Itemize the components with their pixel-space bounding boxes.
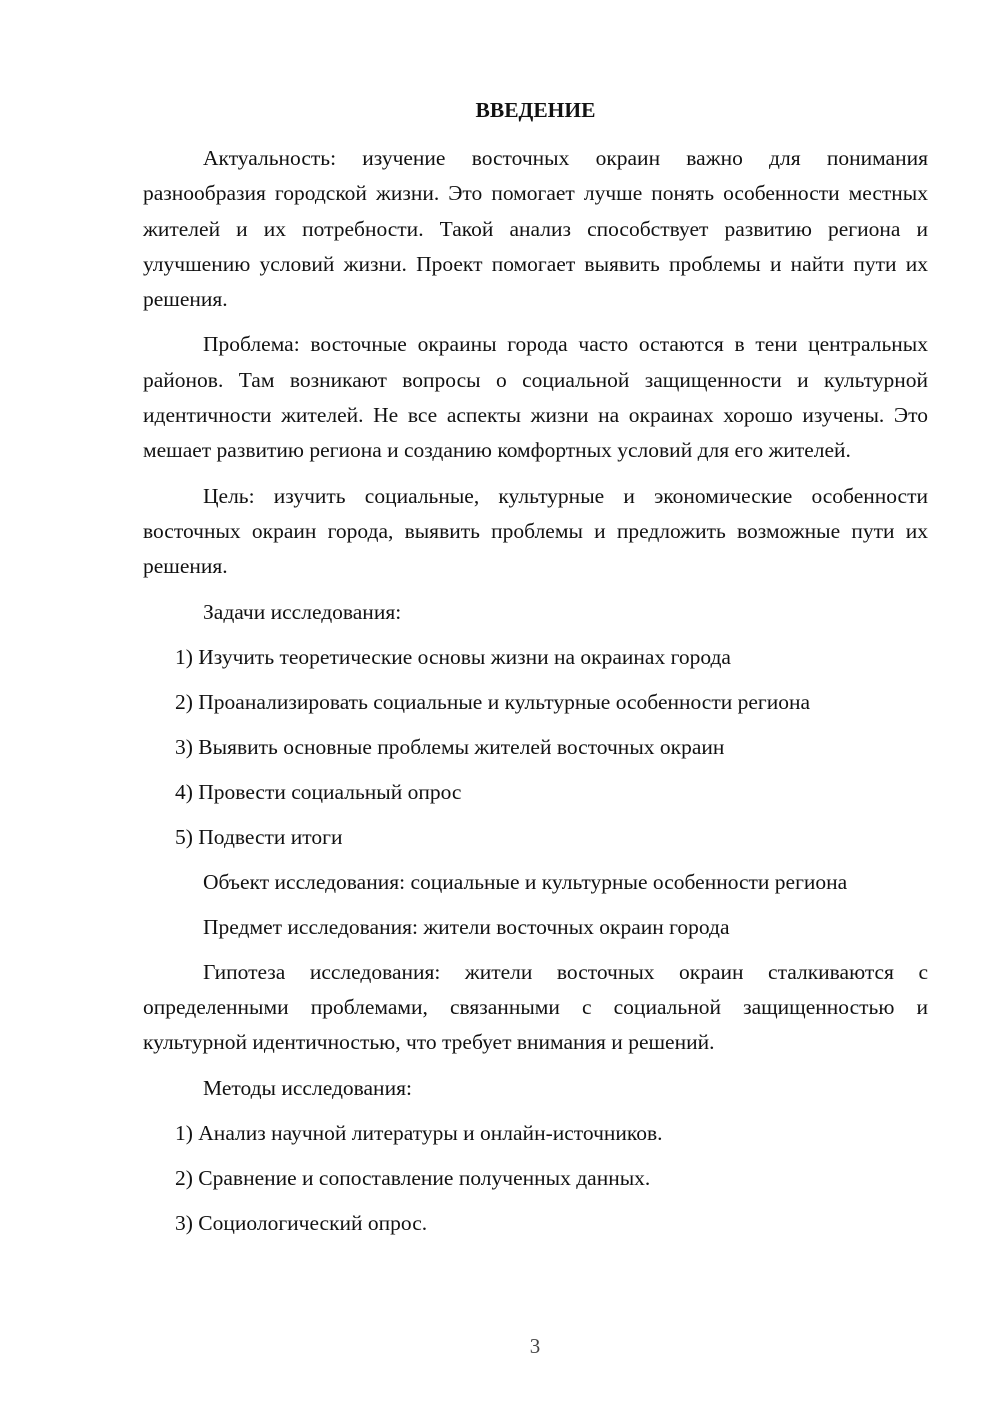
list-item: 3) Выявить основные проблемы жителей восточных окраин (175, 734, 725, 759)
subject-paragraph: Предмет исследования: жители восточных окраин города (203, 914, 730, 939)
list-item: 1) Анализ научной литературы и онлайн-источников. (175, 1120, 663, 1145)
relevance-paragraph: Актуальность: изучение восточных окраин важно для понимания разнообразия городской жизни. Это помогает лучше понять особенности местных жителей и их потребности. Такой анализ способствует развитию региона и улучшению условий жизни. Проект помогает выявить проблемы и найти пути их решения. (143, 146, 928, 312)
tasks-heading: Задачи исследования: (203, 599, 402, 624)
page-number: 3 (529, 1334, 541, 1358)
document-title: ВВЕДЕНИЕ (475, 98, 596, 122)
methods-list (143, 1116, 928, 1241)
list-item: 1) Изучить теоретические основы жизни на окраинах города (175, 644, 731, 669)
tasks-list (143, 640, 928, 855)
list-item: 2) Проанализировать социальные и культурные особенности региона (175, 689, 811, 714)
problem-paragraph: Проблема: восточные окраины города часто остаются в тени центральных районов. Там возникают вопросы о социальной защищенности и культурной идентичности жителей. Не все аспекты жизни на окраинах хорошо изучены. Это мешает развитию региона и созданию комфортных условий для его жителей. (143, 332, 928, 463)
hypothesis-paragraph: Гипотеза исследования: жители восточных окраин сталкиваются с определенными проблемами, связанными с социальной защищенностью и культурной идентичностью, что требует внимания и решений. (143, 959, 928, 1055)
list-item: 4) Провести социальный опрос (175, 779, 462, 804)
list-item: 2) Сравнение и сопоставление полученных данных. (175, 1165, 651, 1190)
list-item: 3) Социологический опрос. (175, 1210, 428, 1235)
document-page (143, 95, 928, 1251)
list-item: 5) Подвести итоги (175, 824, 343, 849)
methods-heading: Методы исследования: (203, 1075, 412, 1100)
goal-paragraph: Цель: изучить социальные, культурные и экономические особенности восточных окраин города, выявить проблемы и предложить возможные пути их решения. (143, 483, 928, 579)
object-paragraph: Объект исследования: социальные и культурные особенности региона (203, 869, 848, 894)
